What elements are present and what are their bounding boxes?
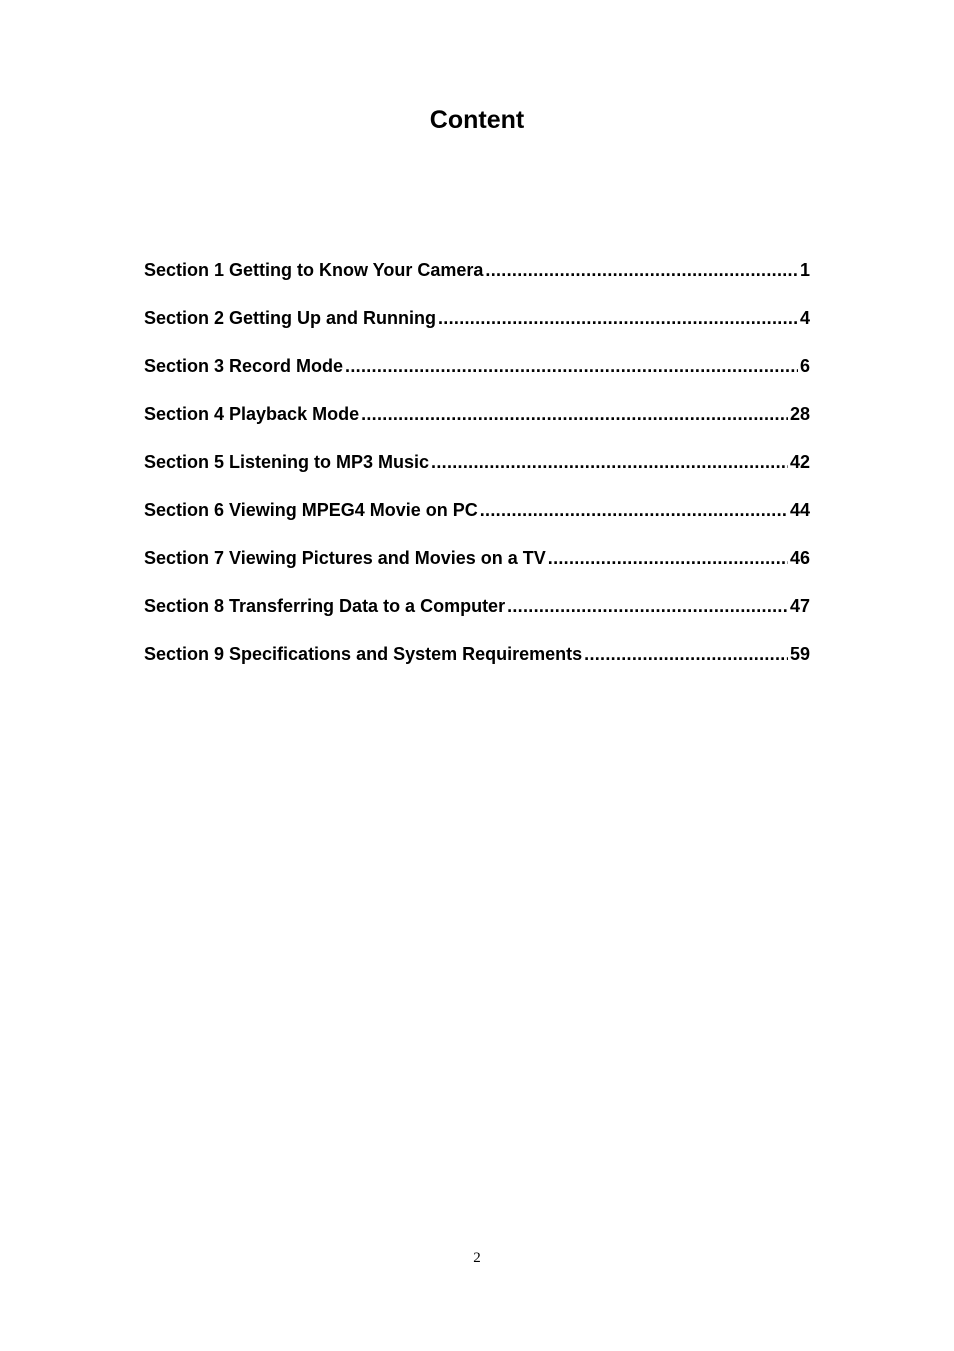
toc-entry-page: 28 [789,404,810,424]
toc-entry-label: Section 3 Record Mode [144,356,344,376]
toc-dot-leader [438,302,798,334]
toc-entry-label: Section 2 Getting Up and Running [144,308,436,328]
page-title: Content [429,106,525,134]
toc-dot-leader [480,494,788,526]
page-number: 2 [473,1250,481,1266]
toc-dot-leader [431,446,788,478]
toc-dot-leader [485,254,798,286]
toc-entry-page: 47 [789,596,810,616]
toc-entry-page: 44 [789,500,810,520]
toc-entry-section-5[interactable] [144,446,810,494]
toc-entry-section-6[interactable] [144,494,810,542]
toc-entry-label: Section 6 Viewing MPEG4 Movie on PC [144,500,478,520]
toc-entry-section-9[interactable] [144,638,810,686]
toc-entry-section-3[interactable] [144,350,810,398]
toc-entry-section-1[interactable] [144,254,810,302]
toc-entry-label: Section 4 Playback Mode [144,404,360,424]
toc-entry-page: 42 [789,452,810,472]
toc-dot-leader [548,542,788,574]
toc-dot-leader [361,398,788,430]
toc-entry-label: Section 8 Transferring Data to a Computer [144,596,506,616]
toc-entry-label: Section 9 Specifications and System Requirements [144,644,583,664]
toc-dot-leader [345,350,798,382]
toc-entry-page: 6 [799,356,810,376]
toc-entry-label: Section 5 Listening to MP3 Music [144,452,430,472]
toc-entry-page: 4 [799,308,810,328]
toc-entry-label: Section 1 Getting to Know Your Camera [144,260,484,280]
toc-entry-page: 1 [799,260,810,280]
toc-entry-page: 46 [789,548,810,568]
toc-entry-label: Section 7 Viewing Pictures and Movies on a TV [144,548,546,568]
table-of-contents [144,254,810,686]
toc-entry-section-7[interactable] [144,542,810,590]
toc-entry-section-8[interactable] [144,590,810,638]
toc-entry-section-4[interactable] [144,398,810,446]
toc-entry-page: 59 [789,644,810,664]
toc-dot-leader [584,638,788,670]
toc-entry-section-2[interactable] [144,302,810,350]
toc-dot-leader [507,590,788,622]
